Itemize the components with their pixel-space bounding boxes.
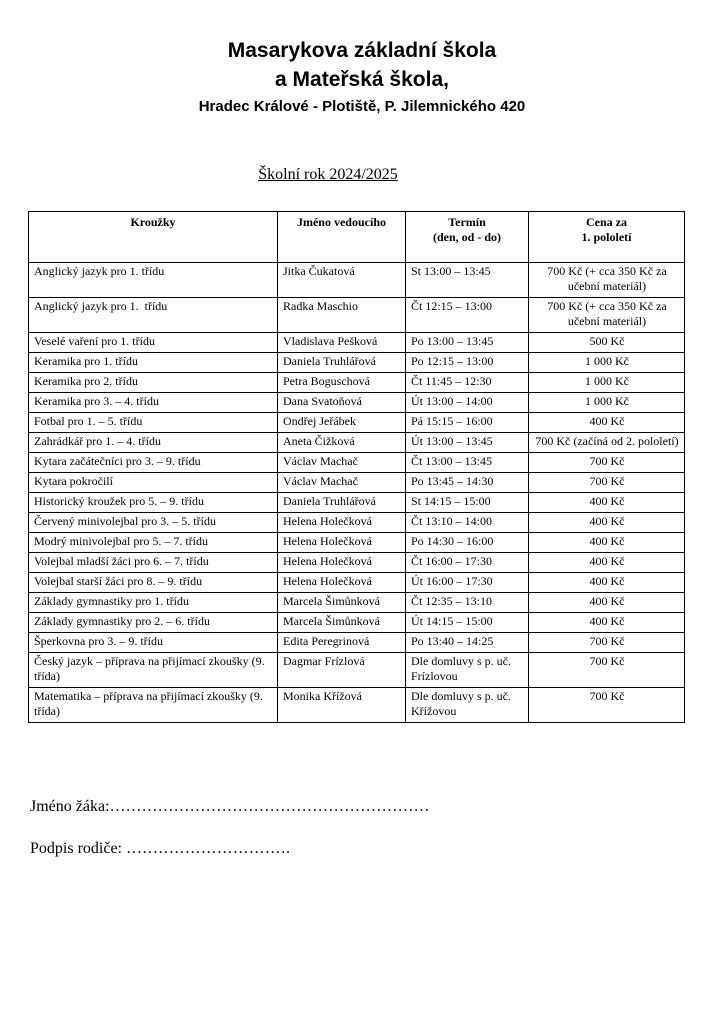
cell-vedouci: Václav Machač [278,453,406,473]
cell-cena: 400 Kč [529,493,685,513]
table-row [29,373,685,393]
cell-krouzek: Veselé vaření pro 1. třídu [29,333,278,353]
document-header [0,36,724,118]
cell-krouzek: Červený minivolejbal pro 3. – 5. třídu [29,513,278,533]
cell-krouzek: Základy gymnastiky pro 2. – 6. třídu [29,613,278,633]
cell-vedouci: Jitka Čukatová [278,263,406,298]
cell-termin: Út 13:00 – 14:00 [406,393,529,413]
cell-termin: St 14:15 – 15:00 [406,493,529,513]
cell-termin: Po 12:15 – 13:00 [406,353,529,373]
table-row [29,513,685,533]
cell-krouzek: Český jazyk – příprava na přijímací zkoušky (9. třída) [29,653,278,688]
cell-vedouci: Petra Boguschová [278,373,406,393]
parent-signature-dotted-blank: …………………………. [126,840,290,857]
table-row [29,653,685,688]
cell-krouzek: Matematika – příprava na přijímací zkoušky (9. třída) [29,688,278,723]
cell-cena: 400 Kč [529,553,685,573]
cell-cena: 700 Kč [529,633,685,653]
table-row [29,353,685,373]
cell-vedouci: Helena Holečková [278,513,406,533]
school-name-line1: Masarykova základní škola [227,39,497,62]
col-header-vedouci [278,212,406,263]
col-header-krouzky [29,212,278,263]
table-row [29,593,685,613]
cell-termin: Čt 12:15 – 13:00 [406,298,529,333]
student-name-label: Jméno žáka: [30,798,110,815]
cell-vedouci: Aneta Čižková [278,433,406,453]
cell-termin: Čt 13:10 – 14:00 [406,513,529,533]
cell-vedouci: Daniela Truhlářová [278,353,406,373]
table-row [29,333,685,353]
cell-termin: Pá 15:15 – 16:00 [406,413,529,433]
table-row [29,433,685,453]
cell-vedouci: Helena Holečková [278,553,406,573]
cell-termin: Út 14:15 – 15:00 [406,613,529,633]
cell-krouzek: Anglický jazyk pro 1. třídu [29,298,278,333]
col-header-termin [406,212,529,263]
cell-krouzek: Volejbal mladší žáci pro 6. – 7. třídu [29,553,278,573]
clubs-table [28,211,685,723]
cell-krouzek: Volejbal starší žáci pro 8. – 9. třídu [29,573,278,593]
cell-cena: 400 Kč [529,593,685,613]
cell-krouzek: Keramika pro 1. třídu [29,353,278,373]
cell-krouzek: Keramika pro 2. třídu [29,373,278,393]
cell-krouzek: Šperkovna pro 3. – 9. třídu [29,633,278,653]
school-year-text: Školní rok 2024/2025 [258,166,398,183]
cell-vedouci: Dagmar Frízlová [278,653,406,688]
cell-vedouci: Marcela Šimůnková [278,593,406,613]
cell-vedouci: Marcela Šimůnková [278,613,406,633]
cell-krouzek: Historický kroužek pro 5. – 9. třídu [29,493,278,513]
cell-cena: 400 Kč [529,413,685,433]
cell-termin: Út 16:00 – 17:30 [406,573,529,593]
table-row [29,298,685,333]
cell-krouzek: Zahrádkář pro 1. – 4. třídu [29,433,278,453]
cell-vedouci: Vladislava Pešková [278,333,406,353]
cell-vedouci: Helena Holečková [278,533,406,553]
cell-vedouci: Ondřej Jeřábek [278,413,406,433]
table-row [29,453,685,473]
cell-cena: 700 Kč (+ cca 350 Kč za učební materiál) [529,298,685,333]
cell-termin: Po 13:40 – 14:25 [406,633,529,653]
cell-vedouci: Daniela Truhlářová [278,493,406,513]
table-row [29,633,685,653]
cell-vedouci: Monika Křížová [278,688,406,723]
cell-krouzek: Anglický jazyk pro 1. třídu [29,263,278,298]
col-header-cena-sublabel: 1. pololetí [581,230,632,244]
table-row [29,263,685,298]
cell-vedouci: Radka Maschio [278,298,406,333]
table-row [29,493,685,513]
cell-cena: 400 Kč [529,613,685,633]
cell-vedouci: Dana Svatoňová [278,393,406,413]
cell-cena: 400 Kč [529,573,685,593]
cell-vedouci: Václav Machač [278,473,406,493]
col-header-cena [529,212,685,263]
cell-termin: Dle domluvy s p. uč. Frízlovou [406,653,529,688]
cell-termin: Čt 16:00 – 17:30 [406,553,529,573]
school-year-heading [28,166,628,184]
col-header-cena-label: Cena za [586,215,627,229]
cell-krouzek: Modrý minivolejbal pro 5. – 7. třídu [29,533,278,553]
cell-cena: 500 Kč [529,333,685,353]
cell-cena: 1 000 Kč [529,353,685,373]
cell-termin: St 13:00 – 13:45 [406,263,529,298]
cell-cena: 700 Kč [529,688,685,723]
table-body [29,263,685,723]
cell-vedouci: Edita Peregrinová [278,633,406,653]
cell-cena: 1 000 Kč [529,393,685,413]
parent-signature-label: Podpis rodiče: [30,840,126,857]
cell-cena: 1 000 Kč [529,373,685,393]
cell-termin: Út 13:00 – 13:45 [406,433,529,453]
cell-cena: 700 Kč (+ cca 350 Kč za učební materiál) [529,263,685,298]
cell-vedouci: Helena Holečková [278,573,406,593]
col-header-vedouci-label: Jméno vedoucího [296,215,386,229]
table-row [29,613,685,633]
cell-termin: Čt 12:35 – 13:10 [406,593,529,613]
table-row [29,533,685,553]
cell-termin: Po 14:30 – 16:00 [406,533,529,553]
cell-cena: 700 Kč (začíná od 2. pololetí) [529,433,685,453]
cell-krouzek: Kytara pokročilí [29,473,278,493]
table-row [29,553,685,573]
student-name-dotted-blank: …………………………………………………… [109,798,430,815]
table-row [29,393,685,413]
cell-krouzek: Základy gymnastiky pro 1. třídu [29,593,278,613]
col-header-termin-label: Termín [448,215,486,229]
col-header-termin-sublabel: (den, od - do) [432,230,501,244]
table-row [29,473,685,493]
cell-krouzek: Keramika pro 3. – 4. třídu [29,393,278,413]
school-name-line2: a Mateřská škola, [275,68,449,91]
cell-cena: 700 Kč [529,473,685,493]
cell-cena: 700 Kč [529,653,685,688]
table-row [29,688,685,723]
cell-termin: Po 13:45 – 14:30 [406,473,529,493]
table-header-row [29,212,685,263]
cell-cena: 700 Kč [529,453,685,473]
cell-cena: 400 Kč [529,533,685,553]
cell-termin: Dle domluvy s p. uč. Křížovou [406,688,529,723]
col-header-krouzky-label: Kroužky [130,215,176,229]
cell-termin: Čt 13:00 – 13:45 [406,453,529,473]
school-address: Hradec Králové - Plotiště, P. Jilemnického 420 [198,98,526,115]
student-name-line [30,797,430,817]
cell-cena: 400 Kč [529,513,685,533]
cell-termin: Po 13:00 – 13:45 [406,333,529,353]
cell-krouzek: Kytara začátečníci pro 3. – 9. třídu [29,453,278,473]
cell-krouzek: Fotbal pro 1. – 5. třídu [29,413,278,433]
table-row [29,573,685,593]
parent-signature-line [30,839,290,859]
cell-termin: Čt 11:45 – 12:30 [406,373,529,393]
table-row [29,413,685,433]
